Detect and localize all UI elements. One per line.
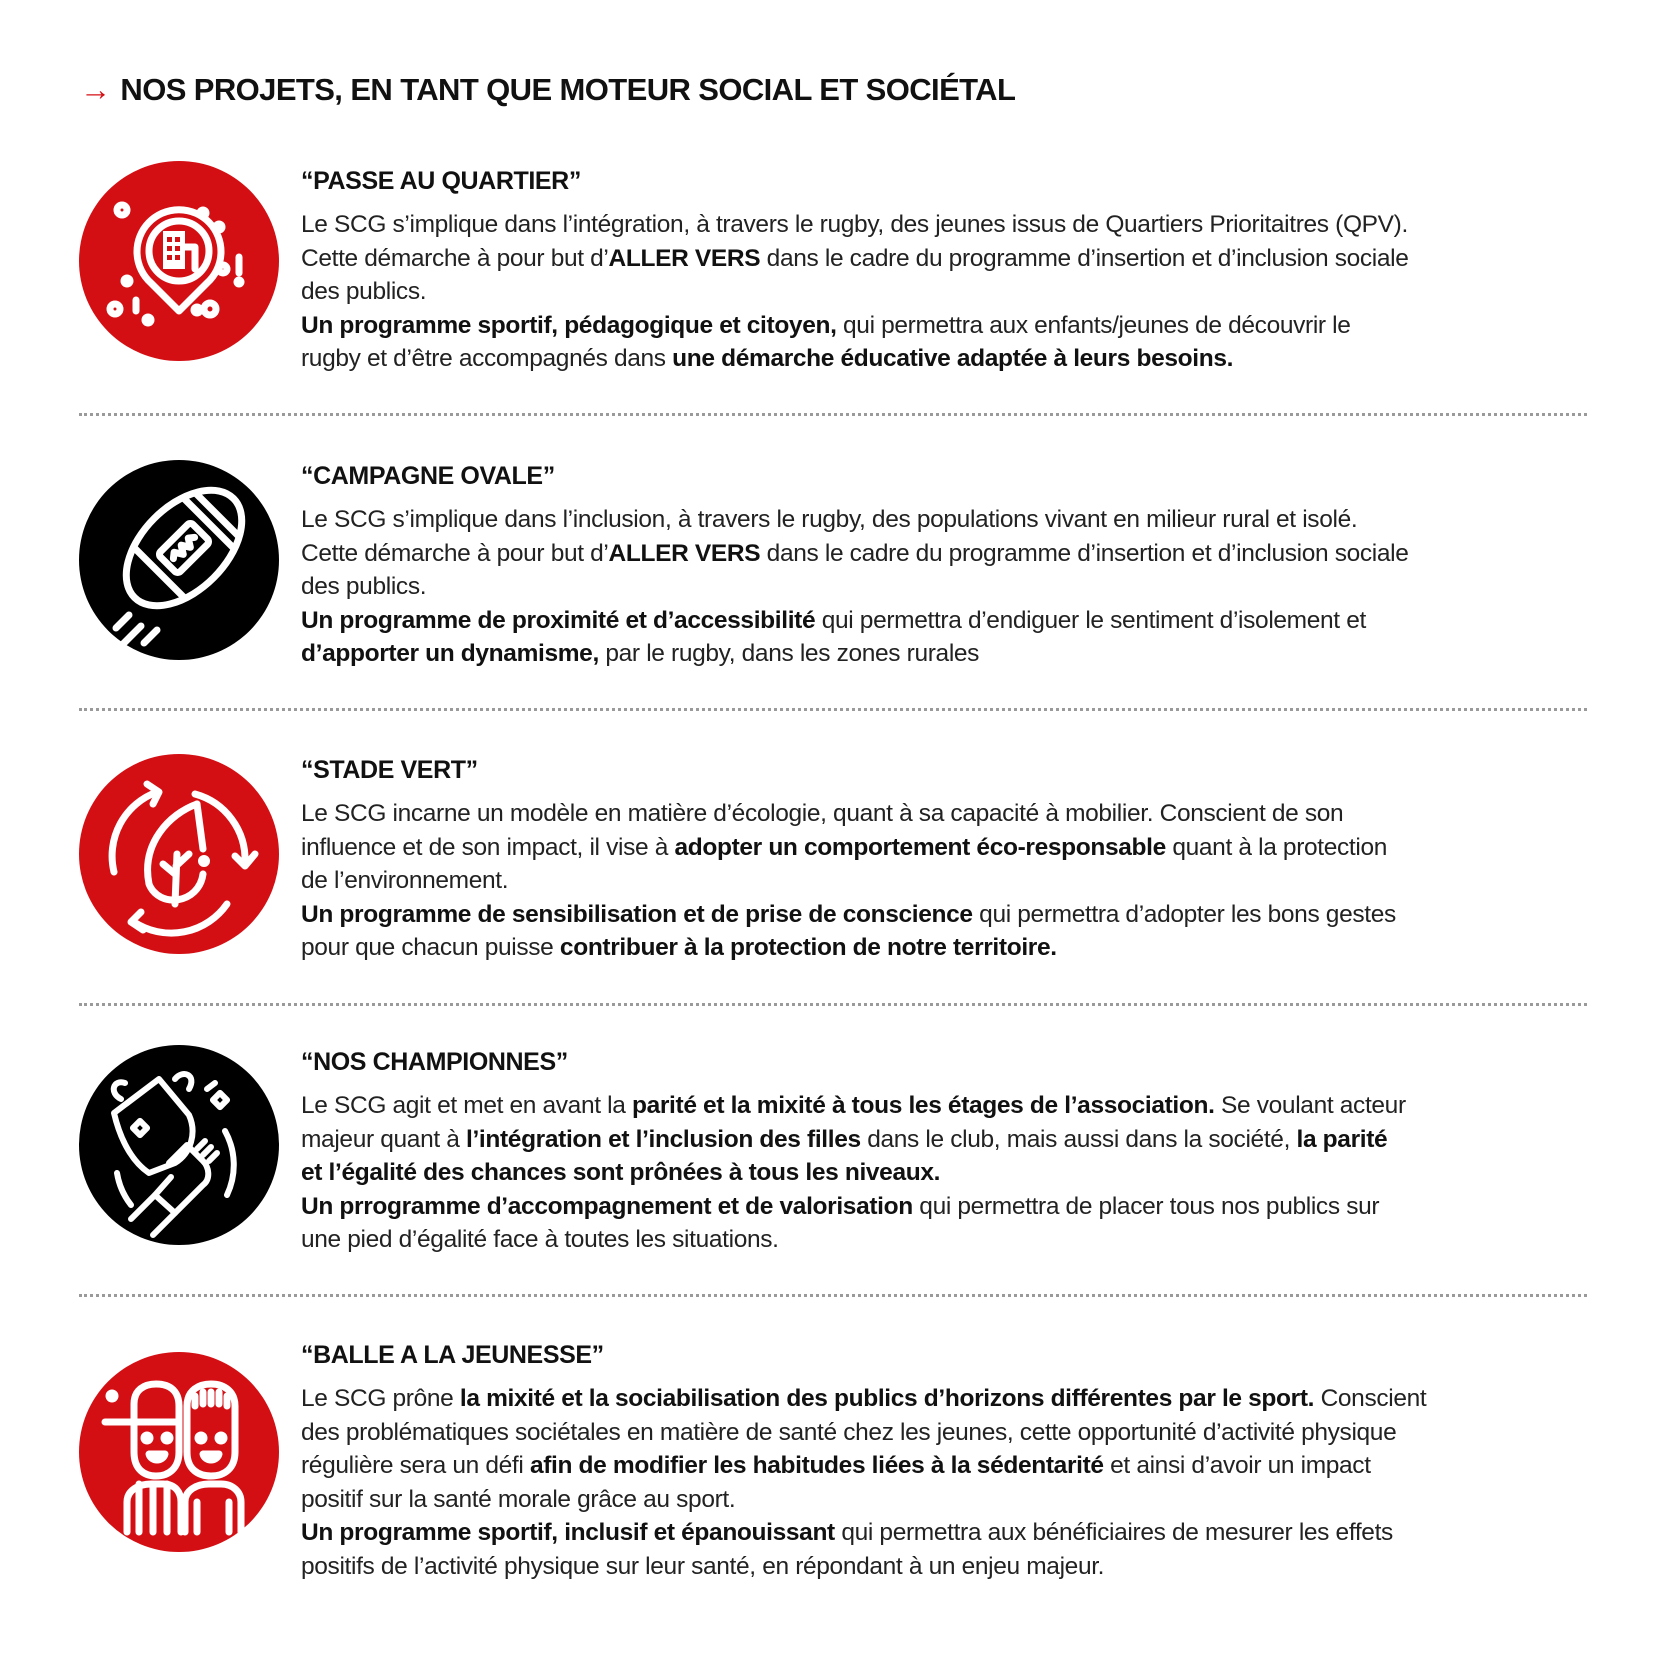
paragraph-line: [301, 831, 1591, 865]
bold-text: Un prrogramme d’accompagnement et de valorisation: [301, 1192, 913, 1220]
paragraph-line: [301, 342, 1591, 376]
section-body: [301, 797, 1591, 965]
dotted-divider: [79, 1294, 1587, 1297]
bold-text: ALLER VERS: [608, 539, 761, 567]
text: une pied d’égalité face à toutes les situations.: [301, 1226, 779, 1253]
text: qui permettra d’endiguer le sentiment d’isolement et: [815, 606, 1366, 634]
bold-text: d’apporter un dynamisme,: [301, 640, 599, 667]
bold-text: contribuer à la protection de notre territoire.: [559, 934, 1057, 961]
text: régulière sera un défi: [301, 1452, 530, 1479]
section-body: [301, 1089, 1591, 1257]
text: rugby et d’être accompagnés dans: [301, 345, 673, 372]
bold-text: la mixité et la sociabilisation des publics d’horizons différentes par le sport.: [459, 1385, 1315, 1412]
text: qui permettra aux enfants/jeunes de découvrir le: [836, 311, 1351, 339]
paragraph-line: [301, 1089, 1591, 1123]
text: Se voulant acteur: [1214, 1092, 1406, 1119]
bold-text: ALLER VERS: [608, 244, 761, 272]
paragraph-line: [301, 570, 1591, 604]
text: positifs de l’activité physique sur leur santé, en répondant à un enjeu majeur.: [301, 1552, 1105, 1580]
recycle-leaf-icon: [79, 754, 279, 954]
text: qui permettra aux bénéficiaires de mesurer les effets: [834, 1519, 1393, 1546]
dotted-divider: [79, 413, 1587, 416]
text: des problématiques sociétales en matière de santé chez les jeunes, cette opportunité d’activité physique: [301, 1418, 1397, 1446]
bold-text: Un programme de proximité et d’accessibilité: [301, 606, 816, 634]
text: par le rugby, dans les zones rurales: [598, 640, 980, 667]
section-body: [301, 208, 1591, 376]
text: Le SCG incarne un modèle en matière d’écologie, quant à sa capacité à mobilier. Conscient de son: [301, 800, 1344, 827]
paragraph-line: [301, 537, 1591, 571]
city-location-pin-icon: [79, 161, 279, 361]
dotted-divider: [79, 708, 1587, 711]
paragraph-line: [301, 1449, 1591, 1483]
bold-text: et l’égalité des chances sont prônées à tous les niveaux.: [301, 1159, 941, 1186]
paragraph-line: [301, 1416, 1591, 1450]
text: et ainsi d’avoir un impact: [1103, 1452, 1371, 1479]
dotted-divider: [79, 1003, 1587, 1006]
page-title-text: NOS PROJETS, EN TANT QUE MOTEUR SOCIAL ET SOCIÉTAL: [120, 72, 1016, 107]
paragraph-line: [301, 1483, 1591, 1517]
paragraph-line: [301, 208, 1591, 242]
text: qui permettra de placer tous nos publics sur: [912, 1192, 1380, 1220]
paragraph-line: [301, 898, 1591, 932]
text: positif sur la santé morale grâce au sport.: [301, 1485, 736, 1513]
bold-text: adopter un comportement éco-responsable: [674, 833, 1166, 861]
section-body: [301, 1382, 1591, 1583]
text: pour que chacun puisse: [301, 934, 560, 961]
text: qui permettra d’adopter les bons gestes: [972, 900, 1396, 928]
paragraph-line: [301, 309, 1591, 343]
text: dans le cadre du programme d’insertion et d’inclusion sociale: [760, 244, 1409, 272]
text: des publics.: [301, 278, 427, 305]
arrow-right-icon: →: [80, 72, 111, 107]
paragraph-line: [301, 1516, 1591, 1550]
text: Conscient: [1314, 1385, 1427, 1412]
text: dans le cadre du programme d’insertion et d’inclusion sociale: [760, 539, 1409, 567]
text: majeur quant à: [301, 1125, 466, 1153]
text: Cette démarche à pour but d’: [301, 244, 609, 272]
text: des publics.: [301, 573, 427, 600]
rugby-ball-icon: [79, 460, 279, 660]
text: Le SCG s’implique dans l’inclusion, à travers le rugby, des populations vivant en milieur rural et isolé.: [301, 506, 1358, 533]
paragraph-line: [301, 242, 1591, 276]
section-title: “PASSE AU QUARTIER”: [301, 167, 581, 195]
text: Cette démarche à pour but d’: [301, 539, 609, 567]
text: Le SCG agit et met en avant la: [301, 1092, 632, 1119]
section-body: [301, 503, 1591, 671]
section-title: “STADE VERT”: [301, 756, 478, 784]
text: influence et de son impact, il vise à: [301, 833, 675, 861]
paragraph-line: [301, 797, 1591, 831]
text: de l’environnement.: [301, 867, 509, 894]
bold-text: parité et la mixité à tous les étages de l’association.: [631, 1092, 1215, 1119]
section-title: “BALLE A LA JEUNESSE”: [301, 1341, 604, 1369]
text: Le SCG s’implique dans l’intégration, à travers le rugby, des jeunes issus de Quartiers Prioritaitres (QPV).: [301, 211, 1408, 238]
two-kids-icon: [79, 1352, 279, 1552]
paragraph-line: [301, 1382, 1591, 1416]
paragraph-line: [301, 637, 1591, 671]
section-title: “NOS CHAMPIONNES”: [301, 1048, 568, 1076]
bold-text: l’intégration et l’inclusion des filles: [466, 1125, 861, 1153]
paragraph-line: [301, 1156, 1591, 1190]
paragraph-line: [301, 1223, 1591, 1257]
text: dans le club, mais aussi dans la société,: [860, 1125, 1297, 1153]
section-title: “CAMPAGNE OVALE”: [301, 462, 555, 490]
bold-text: une démarche éducative adaptée à leurs besoins.: [672, 345, 1234, 372]
text: quant à la protection: [1165, 833, 1388, 861]
paragraph-line: [301, 1123, 1591, 1157]
trophy-hand-icon: [79, 1045, 279, 1245]
bold-text: la parité: [1296, 1125, 1388, 1153]
paragraph-line: [301, 864, 1591, 898]
paragraph-line: [301, 275, 1591, 309]
text: Le SCG prône: [301, 1385, 460, 1412]
bold-text: afin de modifier les habitudes liées à la sédentarité: [529, 1452, 1104, 1479]
page-title: [80, 72, 1015, 108]
paragraph-line: [301, 1550, 1591, 1584]
paragraph-line: [301, 503, 1591, 537]
bold-text: Un programme sportif, inclusif et épanouissant: [301, 1519, 835, 1546]
paragraph-line: [301, 931, 1591, 965]
bold-text: Un programme sportif, pédagogique et citoyen,: [301, 311, 837, 339]
paragraph-line: [301, 604, 1591, 638]
paragraph-line: [301, 1190, 1591, 1224]
bold-text: Un programme de sensibilisation et de prise de conscience: [301, 900, 973, 928]
